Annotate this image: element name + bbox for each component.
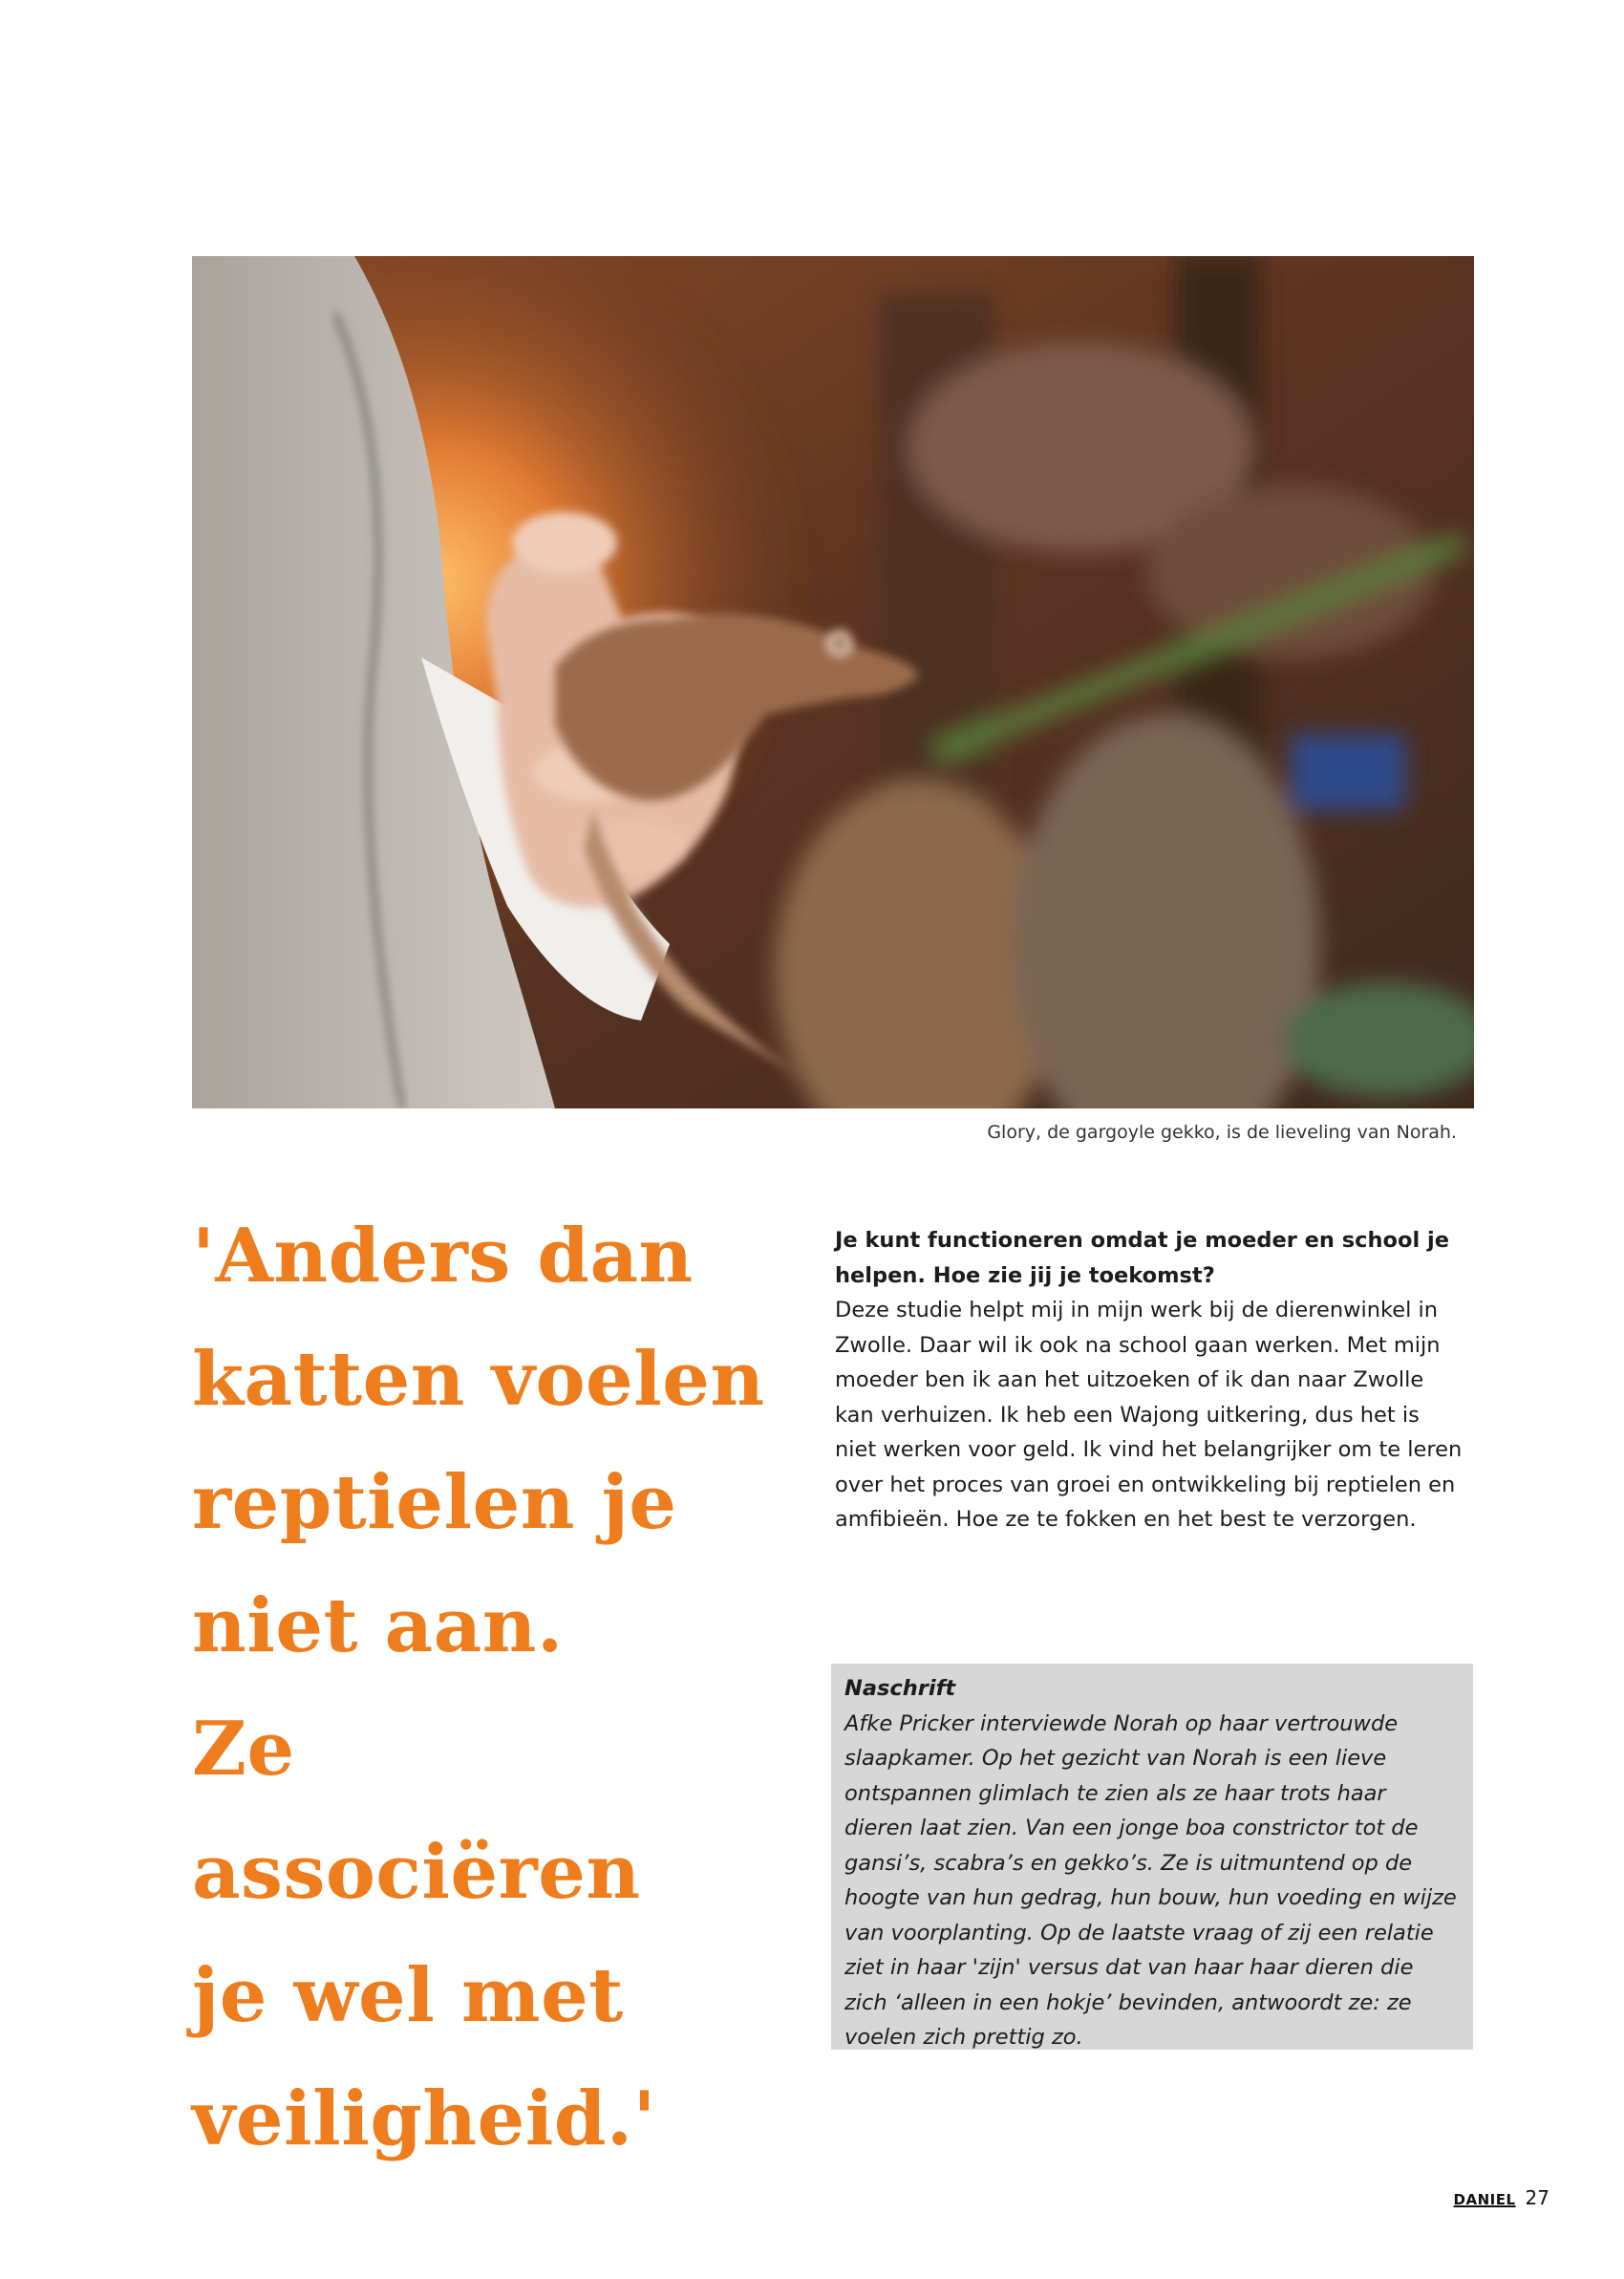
gecko-photo-illustration xyxy=(192,256,1474,1108)
pull-quote-line: reptielen je xyxy=(192,1459,677,1546)
pull-quote-line: je wel met xyxy=(192,1952,624,2039)
page-footer xyxy=(1454,2186,1549,2209)
interview-question: Je kunt functioneren omdat je moeder en school je helpen. Hoe zie jij je toekomst? xyxy=(835,1228,1449,1288)
interview-answer: Deze studie helpt mij in mijn werk bij de dierenwinkel in Zwolle. Daar wil ik ook na school gaan werken. Met mijn moeder ben ik aan het uitzoeken of ik dan naar Zwolle kan verhuizen. Ik heb een Wajong uitkering, dus het is niet werken voor geld. Ik vind het belangrijker om te leren over het proces van groei en ontwikkeling bij reptielen en amfibieën. Hoe ze te fokken en het best te verzorgen. xyxy=(835,1298,1463,1532)
pull-quote xyxy=(192,1194,765,2181)
pull-quote-line: katten voelen xyxy=(192,1336,765,1423)
photo-caption: Glory, de gargoyle gekko, is de lieveling van Norah. xyxy=(987,1122,1457,1143)
pull-quote-line: Ze associëren xyxy=(192,1706,641,1916)
magazine-logo: DANIEL xyxy=(1453,2191,1516,2208)
pull-quote-line: veiligheid.' xyxy=(192,2075,656,2162)
article-photo xyxy=(192,256,1474,1108)
postscript-title: Naschrift xyxy=(844,1676,956,1701)
pull-quote-line: niet aan. xyxy=(192,1582,564,1669)
pull-quote-line: 'Anders dan xyxy=(192,1213,694,1300)
postscript-text: Afke Pricker interviewde Norah op haar vertrouwde slaapkamer. Op het gezicht van Norah is een lieve ontspannen glimlach te zien als ze haar trots haar dieren laat zien. Van een jonge boa constrictor tot de gansi’s, scabra’s en gekko’s. Ze is uitmuntend op de hoogte van hun gedrag, hun bouw, hun voeding en wijze van voorplanting. Op de laatste vraag of zij een relatie ziet in haar 'zijn' versus dat van haar haar dieren die zich ‘alleen in een hokje’ bevinden, antwoordt ze: ze voelen zich prettig zo. xyxy=(844,1710,1457,2050)
interview-section xyxy=(835,1223,1465,1537)
postscript-box xyxy=(831,1664,1473,2050)
page-number: 27 xyxy=(1525,2186,1549,2209)
